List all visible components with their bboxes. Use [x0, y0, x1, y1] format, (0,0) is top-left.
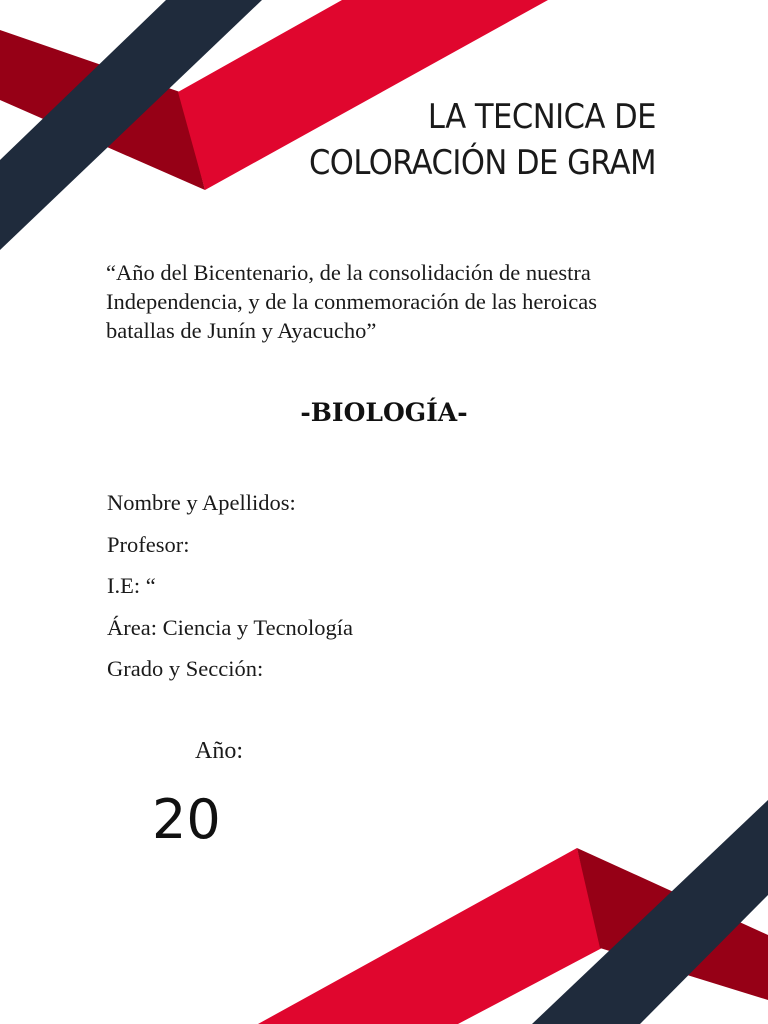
year-label: Año: [195, 738, 243, 764]
document-title [236, 94, 656, 186]
bottom-red-ribbon [258, 848, 602, 1024]
grade-field-label: Grado y Sección: [107, 656, 264, 681]
student-info-fields [107, 488, 353, 696]
name-field-label: Nombre y Apellidos: [107, 490, 296, 515]
year-motto: “Año del Bicentenario, de la consolidación de nuestra Independencia, y de la conmemoración de las heroicas batallas de Junín y Ayacucho” [106, 260, 598, 343]
teacher-field-label: Profesor: [107, 531, 190, 557]
subject-heading: -BIOLOGÍA- [300, 398, 468, 427]
year-value: 20 [152, 788, 221, 851]
area-field-label: Área: Ciencia y Tecnología [107, 614, 354, 640]
title-line-2: COLORACIÓN DE GRAM [308, 143, 656, 183]
title-line-1: LA TECNICA DE [427, 97, 656, 137]
school-field-label: I.E: “ [107, 573, 156, 598]
